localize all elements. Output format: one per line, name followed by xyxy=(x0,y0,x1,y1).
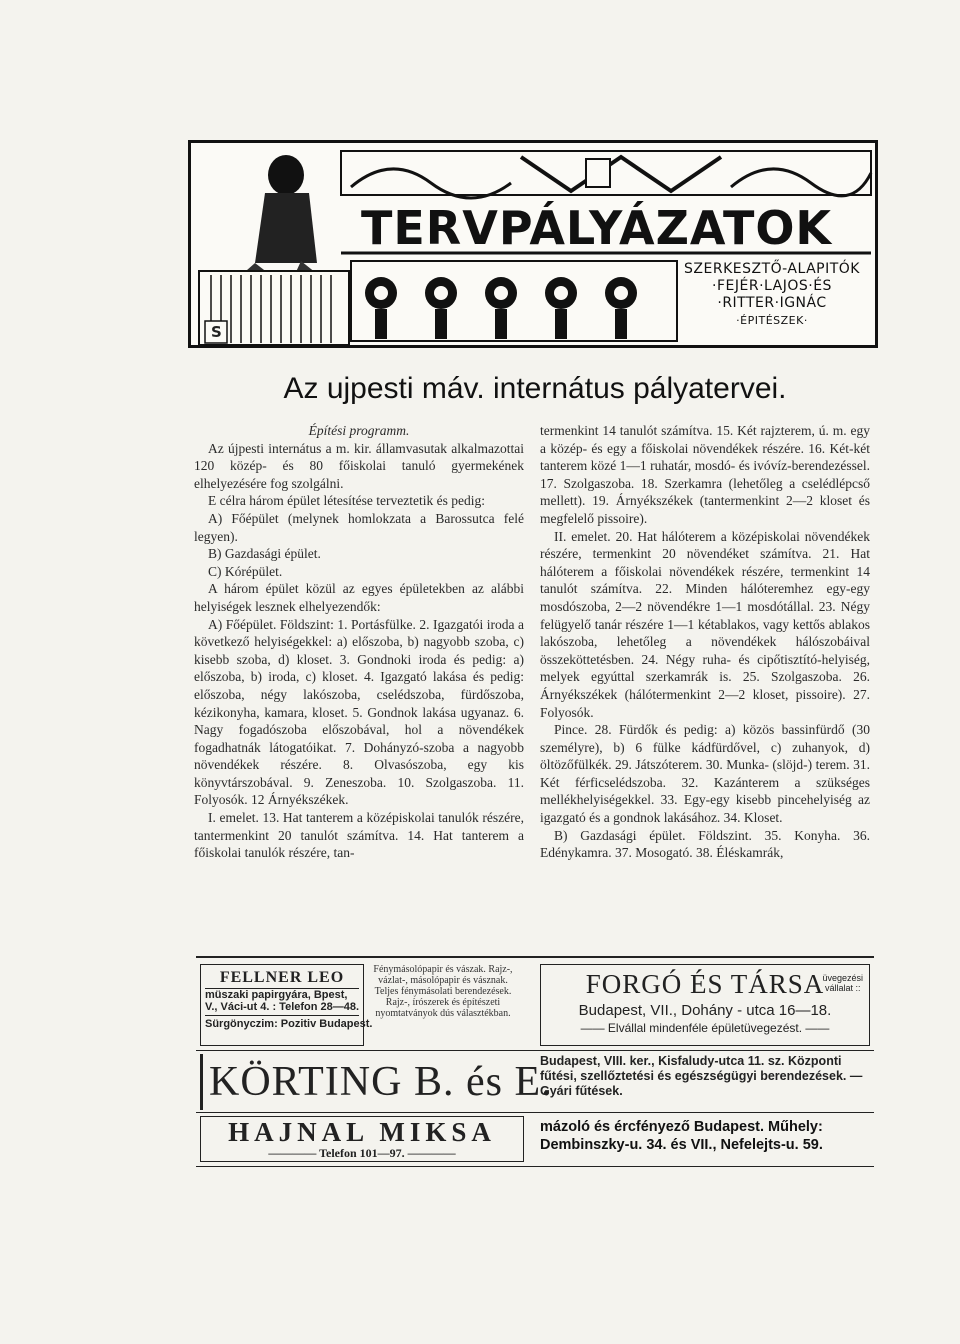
section-heading: Építési programm. xyxy=(308,423,410,438)
ads-divider xyxy=(196,956,874,958)
ad-mazolo: mázoló és ércfényező Budapest. Műhely: Dembinszky-u. 34. és VII., Nefelejts-u. 59. xyxy=(540,1119,823,1153)
editors-line-2: ·FEJÉR·LAJOS·ÉS xyxy=(712,278,832,294)
article-column-right xyxy=(540,422,870,862)
monogram: S xyxy=(211,323,222,341)
paragraph: B) Gazdasági épület. Földszint. 35. Konyha. 36. Edénykamra. 37. Mosogató. 38. Éléskamrák, xyxy=(540,827,870,861)
ad-fellner-line-1: müszaki papirgyára, Bpest, xyxy=(205,989,348,1001)
ad-forgo-tag xyxy=(822,973,863,993)
paragraph: C) Kórépület. xyxy=(208,563,283,579)
paragraph: A) Főépület. Földszint: 1. Portásfülke. 2. Igazgatói iroda a következő helyiségekkel: a) előszoba, b) nagyobb szoba, c) kisebb szoba, d) kloset. 3. Gondnoki iroda és pedig: a) előszoba, b) iroda, c) kloset. 4. Igazgató lakása és pedig: előszoba, négy lakószoba, cselédszoba, fürdőszoba, kézikonyha, kamara, kloset. 5. Gondnok lakása ugyanaz. 6. Nagy fogadószoba előszobával, hol a növendékek fogadhatnák látogatóikat. 7. Dohányzó-szoba a nagyobb növendékek részére. 8. Olvasószoba, egy kis könyvtárszobával. 9. Zeneszoba. 10. Szolgaszoba. 11. Folyosók. 12 Árnyékszékek. xyxy=(194,616,524,808)
ad-fellner-line-2: V., Váci-ut 4. : Telefon 28—48. xyxy=(205,1001,360,1013)
ad-hajnal-telephone: ———— Telefon 101—97. ———— xyxy=(268,1146,456,1160)
paragraph: II. emelet. 20. Hat hálóterem a középiskolai növendékek részére, termenkint 20 növendéket számítva. 21. Hat hálóterem a főiskolai növendékek részére, termenkint 14 tanulót számítva. 22. Minden hálóteremhez egy-egy mosdószoba, 2—2 növendékre 1—1 mosdótállal. 23. Négy felügyelő tanár részére 1—1 kétablakos, vagy kettős ablakos lakószoba, lehetőleg a növendékek hálószobáival összeköttetésben. 24. Négy ruha- és cipőtisztító-helyiség, melyek egyúttal szerkamrák is. 25. Szolgaszoba. 26. Árnyékszékek (hálótermenkint 2—2 kloset, pissoire). 27. Folyosók. xyxy=(540,528,870,720)
ad-forgo-tag-line-2: vállalat :: xyxy=(824,983,861,993)
ad-forgo-name: FORGÓ ÉS TÁRSA xyxy=(585,969,825,999)
ads-divider xyxy=(196,1050,874,1051)
ad-fellner-name: FELLNER LEO xyxy=(205,969,359,989)
paragraph: A) Főépület (melynek homlokzata a Barossutca felé legyen). xyxy=(194,510,524,544)
paragraph: E célra három épület létesítése terveztetik és pedig: xyxy=(208,493,486,509)
paragraph: Pince. 28. Fürdők és pedig: a) közös bassinfürdő (30 személyre), b) 6 fülke kádfürdővel, c) zuhanyok, d) öltözőfülkék. 29. Játszóterem. 30. Munka- (slöjd-) terem. 31. Két férficselédszoba. 32. Kazánterem a szükséges mellékhelyiségekkel. 33. Egy-egy kisebb pincehelyiség az igazgató és a gondnok lakásához. 34. Kloset. xyxy=(540,722,870,826)
editors-line-4: ·ÉPITÉSZEK· xyxy=(736,314,808,327)
article-title: Az ujpesti máv. internátus pályatervei. xyxy=(283,372,787,405)
article-column-left xyxy=(194,422,524,862)
header-banner xyxy=(188,140,878,348)
banner-editors xyxy=(677,261,867,329)
banner-title: TERVPÁLYÁZATOK xyxy=(361,201,833,255)
ad-forgo xyxy=(540,964,870,1046)
ads-divider xyxy=(196,1166,874,1167)
ad-hajnal xyxy=(200,1116,524,1162)
ad-fellner xyxy=(200,964,373,1046)
editors-line-1: SZERKESZTŐ-ALAPITÓK xyxy=(684,261,860,277)
ad-hajnal-name: HAJNAL MIKSA xyxy=(228,1117,496,1147)
paragraph: A három épület közül az egyes épületekben az alábbi helyiségek lesznek elhelyezendők: xyxy=(194,581,524,614)
editors-line-3: ·RITTER·IGNÁC xyxy=(717,295,827,311)
paragraph: B) Gazdasági épület. xyxy=(208,546,321,562)
ad-fellner-line-3: Sürgönyczim: Pozitiv Budapest. xyxy=(205,1015,359,1031)
ad-korting: KÖRTING B. és E. xyxy=(200,1054,524,1110)
paragraph: termenkint 14 tanulót számítva. 15. Két rajzterem, ú. m. egy a közép- és egy a főiskolai növendékek részére. 16. Két-két tanterem közé 1—1 ruhatár, mosdó- és ivóvíz-berendezéssel. 17. Szolgaszoba. 18. Szerkamra (lehetőleg a cselédlépcső mellett). 19. Árnyékszékek (tantermenkint 2—2 kloset és megfelelő pissoire). xyxy=(540,423,870,526)
ad-forgo-tagline: —— Elvállal mindenféle épületüvegezést. —— xyxy=(580,1021,830,1035)
ads-divider xyxy=(196,1112,874,1113)
ad-budapest-heating: Budapest, VIII. ker., Kisfaludy-utca 11. sz. Központi fűtési, szellőztetési és egészségügyi berendezések. — Gyári fűtések. xyxy=(540,1054,863,1098)
ad-forgo-tag-line-1: üvegezési xyxy=(822,973,863,983)
paragraph: I. emelet. 13. Hat tanterem a középiskolai tanulók részére, tantermenkint 20 tanulót számítva. 14. Hat tanterem a főiskolai tanulók részére, tan- xyxy=(194,810,524,861)
ad-fellner-copy: Fénymásolópapir és vászak. Rajz-, vázlat-, másolópapir és vásznak. Teljes fénymásolati berendezések. Rajz-, írószerek és építészeti nyomtatványok dús választékban. xyxy=(373,964,513,1019)
ad-forgo-address: Budapest, VII., Dohány - utca 16—18. xyxy=(578,1002,832,1019)
paragraph: Az újpesti internátus a m. kir. államvasutak alkalmazottai 120 közép- és 80 főiskolai tanuló gyermekének elhelyezésére fog szolgálni. xyxy=(194,440,524,491)
